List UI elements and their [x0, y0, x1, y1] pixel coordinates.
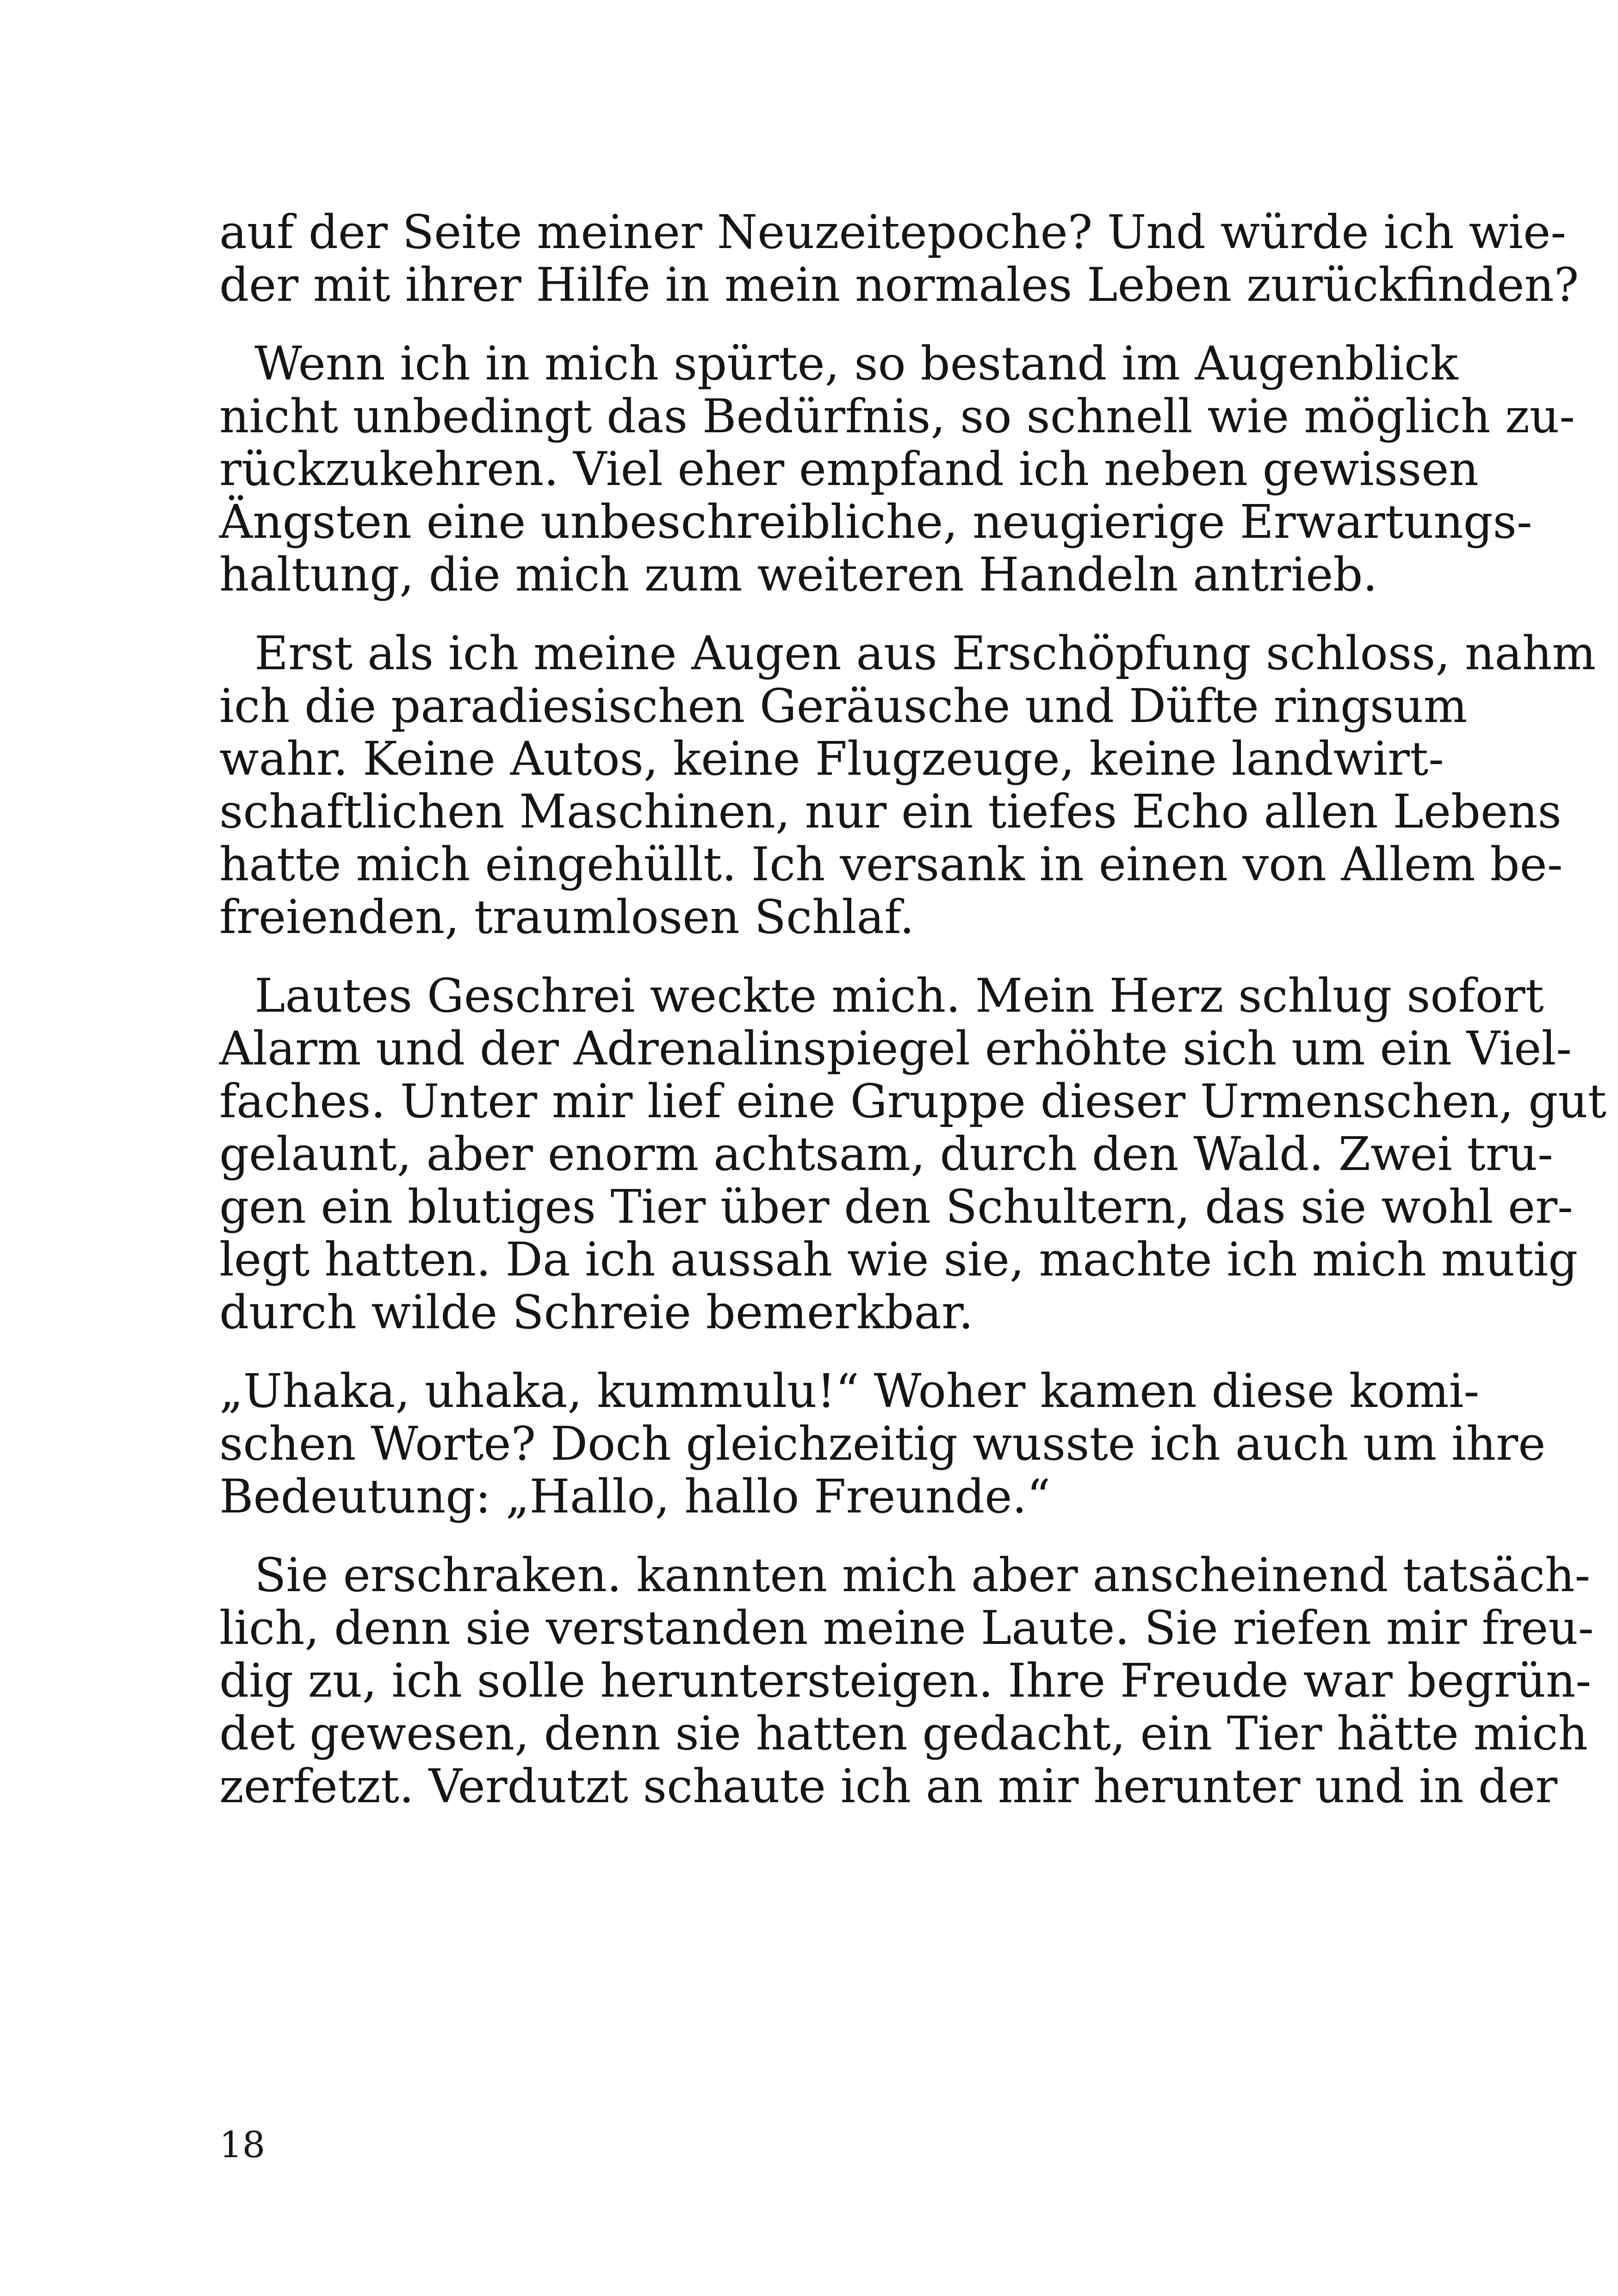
text-line: lich, denn sie verstanden meine Laute. Sie riefen mir freu- — [219, 1601, 1594, 1655]
text-line: det gewesen, denn sie hatten gedacht, ein Tier hätte mich — [219, 1706, 1588, 1761]
text-line: legt hatten. Da ich aussah wie sie, machte ich mich mutig — [219, 1232, 1578, 1287]
text-line: faches. Unter mir lief eine Gruppe dieser Urmenschen, gut — [219, 1074, 1606, 1128]
text-line: Sie erschraken. kannten mich aber anscheinend tatsäch- — [254, 1548, 1591, 1602]
page-number: 18 — [219, 2124, 266, 2166]
text-line: nicht unbedingt das Bedürfnis, so schnell wie möglich zu- — [219, 389, 1575, 443]
body-text — [219, 205, 1606, 1839]
text-line: wahr. Keine Autos, keine Flugzeuge, keine landwirt- — [219, 732, 1444, 786]
text-line: „Uhaka, uhaka, kummulu!“ Woher kamen diese komi- — [219, 1364, 1480, 1418]
text-line: schaftlichen Maschinen, nur ein tiefes Echo allen Lebens — [219, 784, 1562, 839]
text-line: der mit ihrer Hilfe in mein normales Leben zurückfinden? — [219, 258, 1579, 312]
text-line: Bedeutung: „Hallo, hallo Freunde.“ — [219, 1469, 1051, 1524]
text-line: freienden, traumlosen Schlaf. — [219, 890, 915, 944]
paragraph — [219, 1364, 1546, 1524]
text-line: schen Worte? Doch gleichzeitig wusste ich auch um ihre — [219, 1417, 1546, 1471]
text-line: Erst als ich meine Augen aus Erschöpfung schloss, nahm — [254, 626, 1596, 680]
text-line: Lautes Geschrei weckte mich. Mein Herz schlug sofort — [254, 969, 1544, 1023]
text-line: durch wilde Schreie bemerkbar. — [219, 1285, 973, 1339]
paragraph — [219, 969, 1606, 1339]
text-line: dig zu, ich solle heruntersteigen. Ihre Freude war begrün- — [219, 1654, 1592, 1708]
text-line: gen ein blutiges Tier über den Schultern, das sie wohl er- — [219, 1180, 1573, 1234]
paragraph — [219, 1548, 1594, 1813]
text-line: hatte mich eingehüllt. Ich versank in einen von Allem be- — [219, 837, 1563, 891]
text-line: zerfetzt. Verdutzt schaute ich an mir herunter und in der — [219, 1759, 1557, 1813]
text-line: ich die paradiesischen Geräusche und Düfte ringsum — [219, 679, 1468, 733]
text-line: Alarm und der Adrenalinspiegel erhöhte sich um ein Viel- — [219, 1021, 1572, 1076]
paragraph — [219, 205, 1579, 312]
text-line: rückzukehren. Viel eher empfand ich neben gewissen — [219, 442, 1479, 496]
text-line: Wenn ich in mich spürte, so bestand im Augenblick — [254, 336, 1458, 391]
paragraph — [219, 626, 1596, 944]
text-line: gelaunt, aber enorm achtsam, durch den Wald. Zwei tru- — [219, 1127, 1553, 1181]
paragraph — [219, 336, 1575, 602]
text-line: auf der Seite meiner Neuzeitepoche? Und würde ich wie- — [219, 205, 1567, 259]
text-line: haltung, die mich zum weiteren Handeln antrieb. — [219, 548, 1378, 602]
text-line: Ängsten eine unbeschreibliche, neugierige Erwartungs- — [219, 495, 1532, 549]
